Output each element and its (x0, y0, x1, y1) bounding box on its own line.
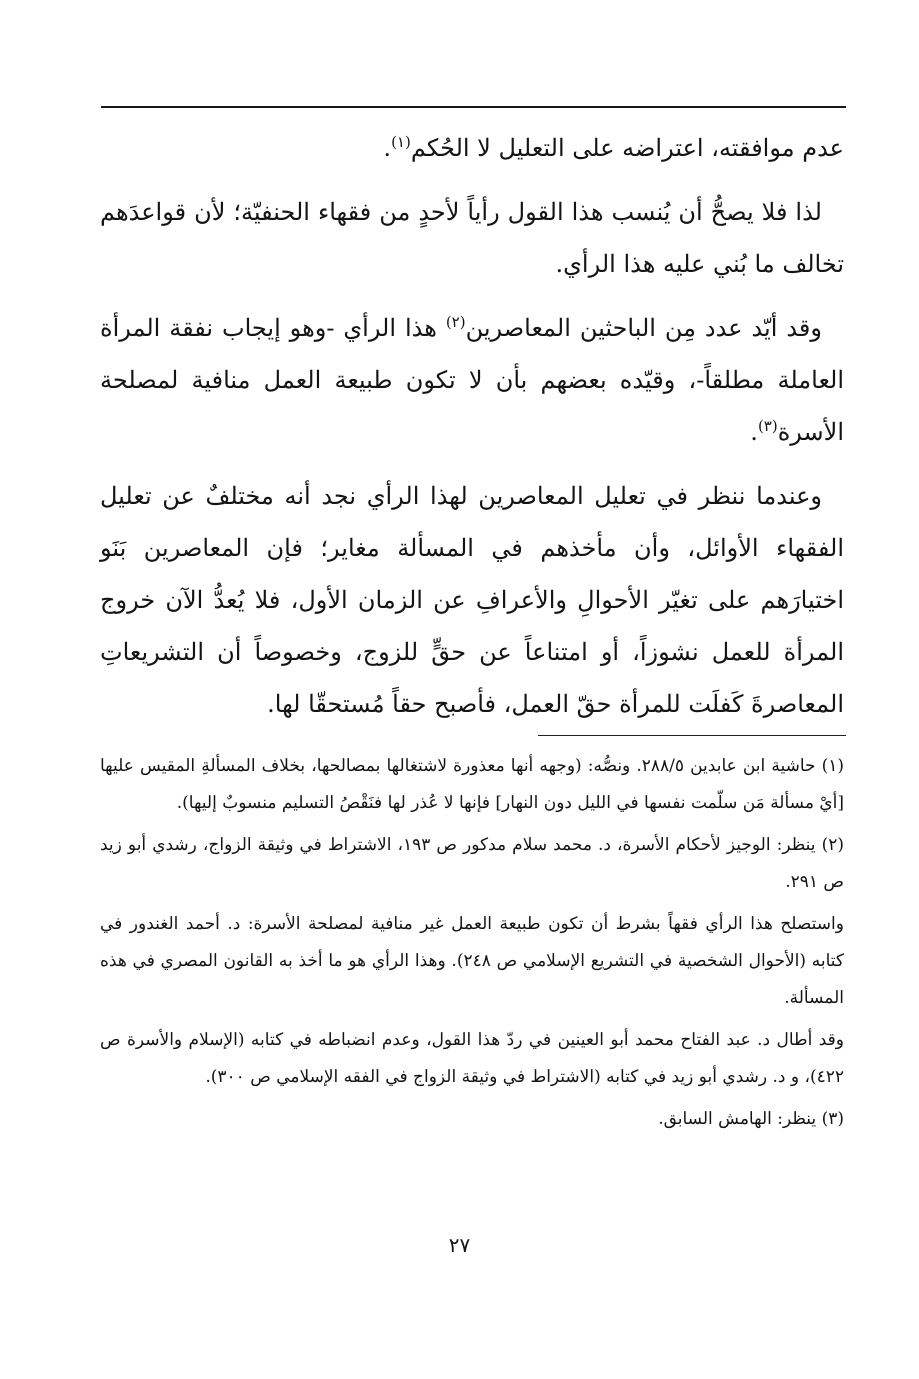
paragraph-3-text-b: هذا الرأي -وهو إيجاب نفقة المرأة العاملة مطلقاً-، وقيّده بعضهم بأن لا تكون طبيعة العمل منافية لمصلحة الأسرة (100, 314, 845, 446)
paragraph-3-end: . (750, 418, 758, 446)
header-rule (101, 106, 846, 108)
footnote-separator (538, 735, 846, 736)
footnote-ref-3: (٣) (757, 417, 778, 435)
main-text (100, 122, 844, 742)
footnote-2: (٢) ينظر: الوجيز لأحكام الأسرة، د. محمد سلام مدكور ص ١٩٣، الاشتراط في وثيقة الزواج، رشدي أبو زيد ص ٢٩١. (100, 835, 844, 892)
footnote-2-continuation: واستصلح هذا الرأي فقهاً بشرط أن تكون طبيعة العمل غير منافية لمصلحة الأسرة: د. أحمد الغندور في كتابه (الأحوال الشخصية في التشريع الإسلامي ص ٢٤٨). وهذا الرأي هو ما أخذ به القانون المصري في هذه المسألة. (100, 914, 845, 1008)
footnote-1: (١) حاشية ابن عابدين ٢٨٨/٥. ونصُّه: (وجهه أنها معذورة لاشتغالها بمصالحها، بخلاف المسألةِ المقيس عليها [أيْ مسألة مَن سلّمت نفسها في الليل دون النهار] فإنها لا عُذر لها فنَقْصُ التسليم منسوبٌ إليها). (100, 756, 844, 813)
footnote-2-continuation: وقد أطال د. عبد الفتاح محمد أبو العينين في ردّ هذا القول، وعدم انضباطه في كتابه (الإسلام والأسرة ص ٤٢٢)، و د. رشدي أبو زيد في كتابه (الاشتراط في وثيقة الزواج في الفقه الإسلامي ص ٣٠٠). (100, 1030, 844, 1087)
paragraph-3-text-a: وقد أيّد عدد مِن الباحثين المعاصرين (465, 314, 822, 342)
paragraph-2-text: لذا فلا يصحُّ أن يُنسب هذا القول رأياً لأحدٍ من فقهاء الحنفيّة؛ لأن قواعدَهم تخالف ما بُني عليه هذا الرأي. (100, 198, 844, 278)
paragraph-1 (100, 122, 844, 174)
paragraph-3 (100, 302, 844, 458)
paragraph-4 (100, 470, 844, 730)
footnotes (100, 748, 844, 1143)
footnote-3: (٣) ينظر: الهامش السابق. (658, 1109, 844, 1129)
page-number: ٢٧ (448, 1233, 471, 1257)
footnote-ref-1: (١) (391, 133, 411, 151)
paragraph-1-text: عدم موافقته، اعتراضه على التعليل لا الحُكم (410, 134, 844, 162)
paragraph-4-text: وعندما ننظر في تعليل المعاصرين لهذا الرأي نجد أنه مختلفٌ عن تعليل الفقهاء الأوائل، وأن مأخذهم في المسألة مغاير؛ فإن المعاصرين بَنَو اختيارَهم على تغيّر الأحوالِ والأعرافِ عن الزمان الأول، فلا يُعدُّ الآن خروج المرأة للعمل نشوزاً، أو امتناعاً عن حقٍّ للزوج، وخصوصاً أن التشريعاتِ المعاصرةَ كَفلَت للمرأة حقّ العمل، فأصبح حقاً مُستحقّا لها. (100, 482, 844, 718)
paragraph-1-end: . (383, 134, 392, 162)
footnote-ref-2: (٢) (445, 313, 466, 331)
paragraph-2 (100, 186, 844, 290)
